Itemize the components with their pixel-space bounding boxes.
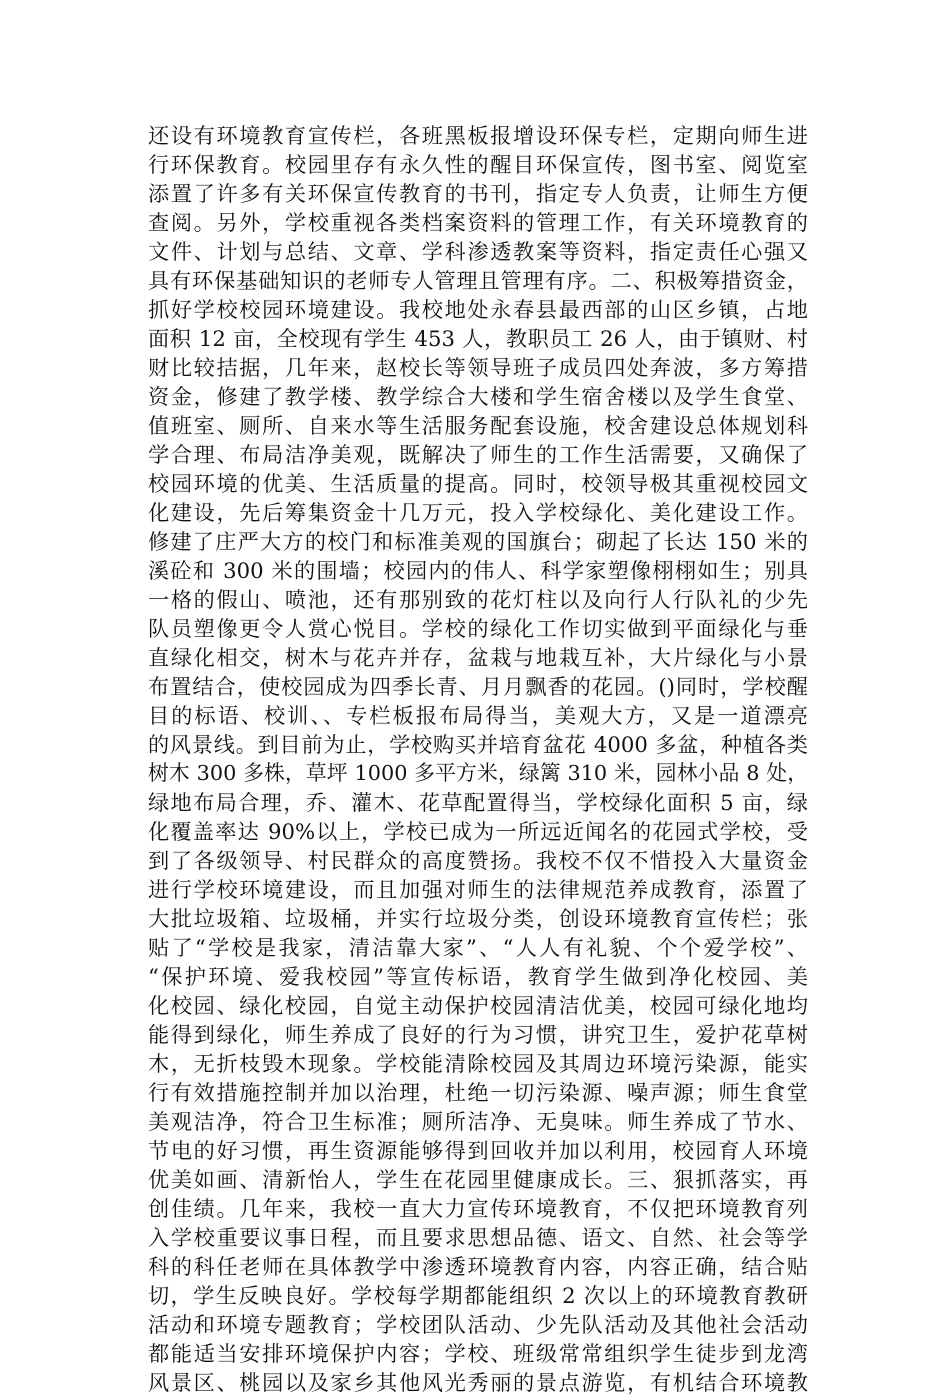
text-line: 添置了许多有关环保宣传教育的书刊，指定专人负责，让师生方便	[148, 181, 808, 206]
text-line: 行环保教育。校园里存有永久性的醒目环保宣传，图书室、阅览室	[148, 152, 808, 177]
text-line: 文件、计划与总结、文章、学科渗透教案等资料，指定责任心强又	[148, 239, 808, 264]
text-line: 查阅。另外，学校重视各类档案资料的管理工作，有关环境教育的	[148, 210, 808, 235]
text-line: 的风景线。到目前为止，学校购买并培育盆花 4000 多盆，种植各类	[148, 732, 808, 757]
text-line: 切，学生反映良好。学校每学期都能组织 2 次以上的环境教育教研	[148, 1283, 808, 1308]
text-line: 具有环保基础知识的老师专人管理且管理有序。二、积极筹措资金，	[148, 268, 808, 293]
text-line: 队员塑像更令人赏心悦目。学校的绿化工作切实做到平面绿化与垂	[148, 616, 808, 641]
text-line: 化校园、绿化校园，自觉主动保护校园清洁优美，校园可绿化地均	[148, 993, 808, 1018]
text-line: 创佳绩。几年来，我校一直大力宣传环境教育，不仅把环境教育列	[148, 1196, 808, 1221]
text-line: 都能适当安排环境保护内容；学校、班级常常组织学生徒步到龙湾	[148, 1341, 808, 1366]
text-line: 行有效措施控制并加以治理，杜绝一切污染源、噪声源；师生食堂	[148, 1080, 808, 1105]
text-line: 布置结合，使校园成为四季长青、月月飘香的花园。()同时，学校醒	[148, 674, 808, 699]
text-line: 风景区、桃园以及家乡其他风光秀丽的景点游览，有机结合环境教	[148, 1370, 808, 1395]
body-text	[148, 121, 808, 1397]
text-line: 科的科任老师在具体教学中渗透环境教育内容，内容正确，结合贴	[148, 1254, 808, 1279]
text-line: 树木 300 多株，草坪 1000 多平方米，绿篱 310 米，园林小品 8 处，	[148, 761, 808, 785]
text-line: 化建设，先后筹集资金十几万元，投入学校绿化、美化建设工作。	[148, 500, 808, 525]
text-line: 大批垃圾箱、垃圾桶，并实行垃圾分类，创设环境教育宣传栏；张	[148, 906, 808, 931]
text-line: “保护环境、爱我校园”等宣传标语，教育学生做到净化校园、美	[148, 964, 808, 989]
text-line: 面积 12 亩，全校现有学生 453 人，教职员工 26 人，由于镇财、村	[148, 326, 808, 351]
text-line: 资金，修建了教学楼、教学综合大楼和学生宿舍楼以及学生食堂、	[148, 384, 808, 409]
text-line: 化覆盖率达 90%以上，学校已成为一所远近闻名的花园式学校，受	[148, 819, 808, 844]
text-line: 修建了庄严大方的校门和标准美观的国旗台；砌起了长达 150 米的	[148, 529, 808, 554]
text-line: 抓好学校校园环境建设。我校地处永春县最西部的山区乡镇，占地	[148, 297, 808, 322]
text-line: 校园环境的优美、生活质量的提高。同时，校领导极其重视校园文	[148, 471, 808, 496]
text-line: 还设有环境教育宣传栏，各班黑板报增设环保专栏，定期向师生进	[148, 123, 808, 148]
text-line: 节电的好习惯，再生资源能够得到回收并加以利用，校园育人环境	[148, 1138, 808, 1163]
text-line: 进行学校环境建设，而且加强对师生的法律规范养成教育，添置了	[148, 877, 808, 902]
text-line: 贴了“学校是我家，清洁靠大家”、“人人有礼貌、个个爱学校”、	[148, 935, 808, 960]
text-line: 优美如画、清新怡人，学生在花园里健康成长。三、狠抓落实，再	[148, 1167, 808, 1192]
text-line: 目的标语、校训、、专栏板报布局得当，美观大方，又是一道漂亮	[148, 703, 808, 728]
text-line: 值班室、厕所、自来水等生活服务配套设施，校舍建设总体规划科	[148, 413, 808, 438]
text-line: 到了各级领导、村民群众的高度赞扬。我校不仅不惜投入大量资金	[148, 848, 808, 873]
text-line: 一格的假山、喷池，还有那别致的花灯柱以及向行人行队礼的少先	[148, 587, 808, 612]
text-line: 直绿化相交，树木与花卉并存，盆栽与地栽互补，大片绿化与小景	[148, 645, 808, 670]
text-line: 入学校重要议事日程，而且要求思想品德、语文、自然、社会等学	[148, 1225, 808, 1250]
text-line: 美观洁净，符合卫生标准；厕所洁净、无臭味。师生养成了节水、	[148, 1109, 808, 1134]
text-line: 财比较拮据，几年来，赵校长等领导班子成员四处奔波，多方筹措	[148, 355, 808, 380]
text-line: 木，无折枝毁木现象。学校能清除校园及其周边环境污染源，能实	[148, 1051, 808, 1076]
text-line: 溪砼和 300 米的围墙；校园内的伟人、科学家塑像栩栩如生；别具	[148, 558, 808, 583]
text-line: 学合理、布局洁净美观，既解决了师生的工作生活需要，又确保了	[148, 442, 808, 467]
text-line: 能得到绿化，师生养成了良好的行为习惯，讲究卫生，爱护花草树	[148, 1022, 808, 1047]
text-line: 活动和环境专题教育；学校团队活动、少先队活动及其他社会活动	[148, 1312, 808, 1337]
text-line: 绿地布局合理，乔、灌木、花草配置得当，学校绿化面积 5 亩，绿	[148, 790, 808, 815]
